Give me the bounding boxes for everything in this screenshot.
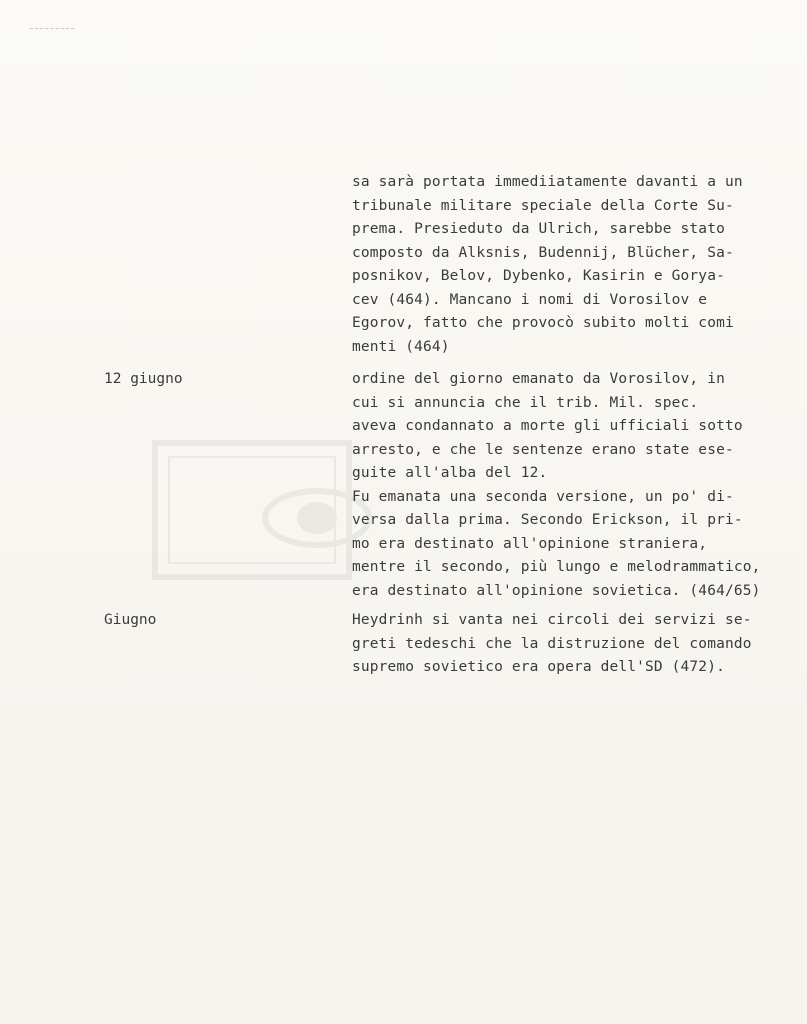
- text-line: guite all'alba del 12.: [352, 465, 548, 481]
- text-line: Heydrinh si vanta nei circoli dei servizi se-: [352, 612, 752, 628]
- text-line: cev (464). Mancano i nomi di Vorosilov e: [352, 291, 708, 308]
- text-line: cui si annuncia che il trib. Mil. spec.: [352, 394, 699, 411]
- text-line: mo era destinato all'opinione straniera,: [352, 535, 708, 552]
- entry-text: [352, 171, 802, 359]
- text-line: aveva condannato a morte gli ufficiali sotto: [352, 418, 743, 434]
- entry-date: Giugno: [104, 612, 157, 628]
- watermark-inner-frame: [168, 456, 336, 564]
- text-line: composto da Alksnis, Budennij, Blücher, Sa-: [352, 244, 734, 261]
- text-line: greti tedeschi che la distruzione del comando: [352, 635, 752, 652]
- entry-date: 12 giugno: [104, 371, 183, 387]
- watermark-pupil-icon: [297, 502, 337, 534]
- text-line: tribunale militare speciale della Corte Su-: [352, 197, 734, 214]
- text-line: arresto, e che le sentenze erano state ese-: [352, 441, 734, 458]
- entry-text: [352, 368, 802, 603]
- entry-text: [352, 609, 802, 680]
- text-line: prema. Presieduto da Ulrich, sarebbe stato: [352, 221, 725, 237]
- text-line: sa sarà portata immediiatamente davanti a un: [352, 174, 743, 190]
- text-line: ordine del giorno emanato da Vorosilov, in: [352, 371, 725, 387]
- text-line: mentre il secondo, più lungo e melodrammatico,: [352, 559, 761, 575]
- text-line: Egorov, fatto che provocò subito molti comi: [352, 315, 734, 331]
- text-line: posnikov, Belov, Dybenko, Kasirin e Gorya-: [352, 268, 725, 284]
- text-line: Fu emanata una seconda versione, un po' di-: [352, 488, 734, 505]
- watermark-frame: [152, 440, 352, 580]
- text-line: era destinato all'opinione sovietica. (464/65): [352, 582, 761, 599]
- text-line: supremo sovietico era opera dell'SD (472).: [352, 659, 725, 675]
- corner-mark: [30, 28, 74, 31]
- text-line: versa dalla prima. Secondo Erickson, il pri-: [352, 512, 743, 528]
- text-line: menti (464): [352, 338, 450, 355]
